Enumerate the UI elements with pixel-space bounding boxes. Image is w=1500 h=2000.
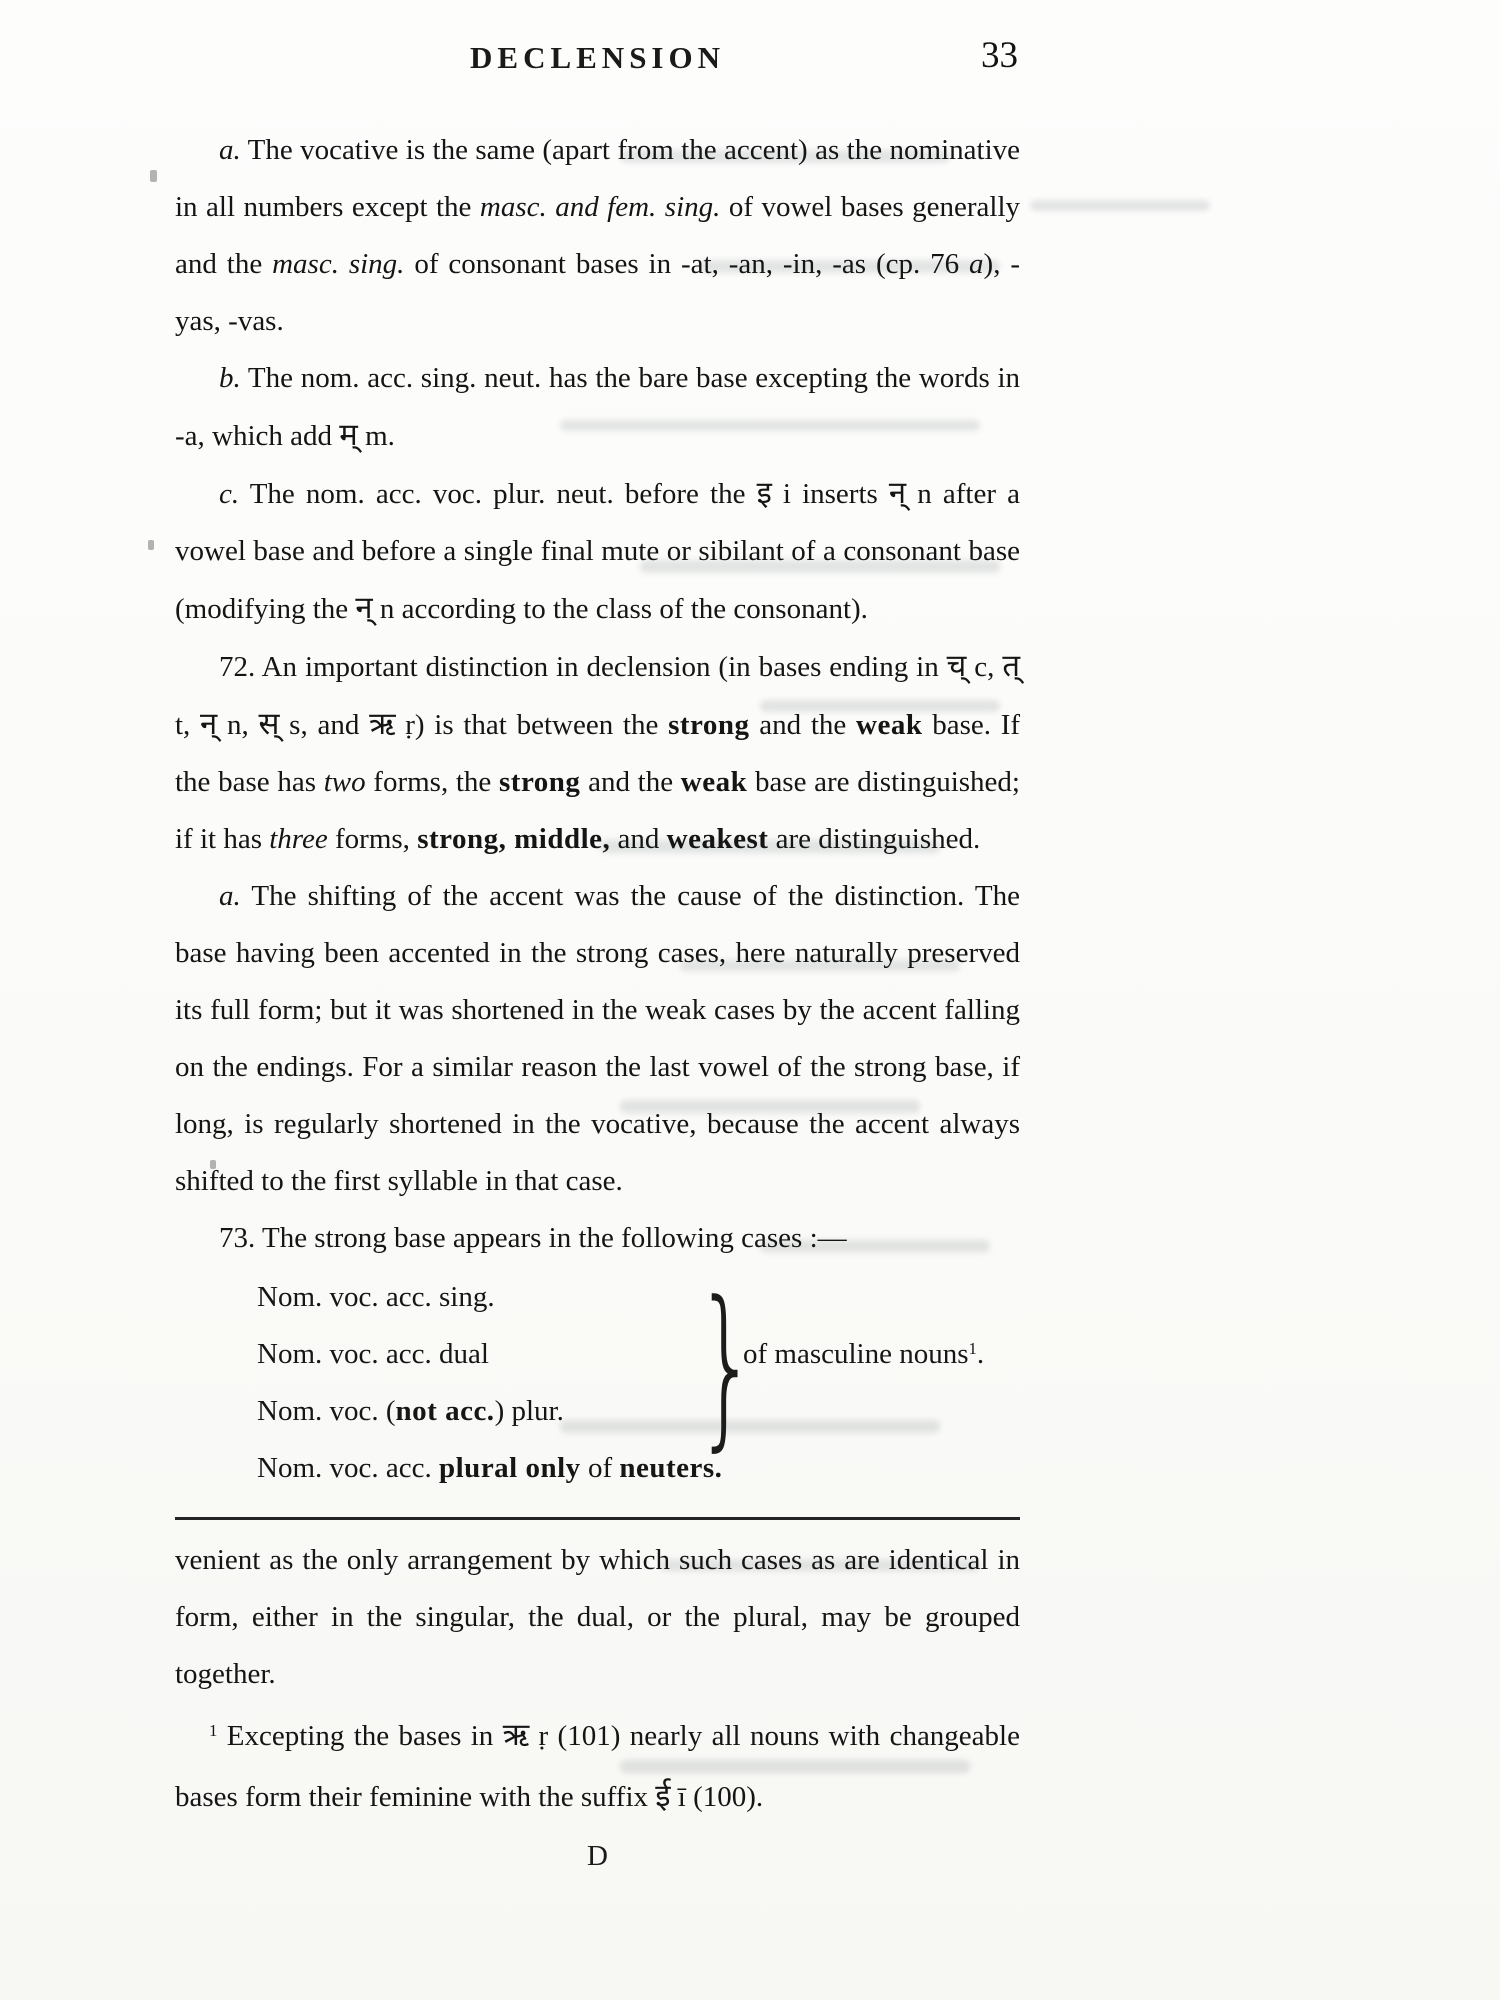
text-run: strong (499, 766, 581, 798)
text-run: weak (680, 766, 748, 798)
text-run: strong (668, 709, 750, 741)
scan-speck (148, 540, 154, 550)
text-run: plural only (439, 1452, 581, 1484)
cases-group-label (743, 1326, 984, 1386)
text-run: masc. and fem. sing. (479, 191, 721, 223)
text-run: ṛ) is that between the (395, 709, 669, 741)
footnote-rule (175, 1517, 1020, 1520)
text-run: a (969, 248, 984, 280)
text-run: 1 (209, 1720, 218, 1740)
text-run: venient as the only arrangement by which such cases as are identical in form, either in the singular, the dual, or the plural, may be grouped together. (175, 1544, 1020, 1690)
text-run: . (976, 1338, 985, 1370)
grouping-brace: } (695, 1265, 758, 1468)
text-run: c, (966, 651, 1003, 683)
text-run: three (269, 823, 328, 855)
text-run: and (610, 823, 667, 855)
text-run: not acc. (395, 1395, 495, 1427)
neuter-plural-note-c (175, 465, 1020, 638)
text-run: Nom. voc. acc. dual (257, 1338, 489, 1370)
text-run: ī (100). (670, 1781, 764, 1813)
text-run: ) plur. (494, 1395, 564, 1427)
devanagari-char: म् (339, 417, 358, 453)
case-line-plur (257, 1383, 1020, 1440)
text-run: 73. The strong base appears in the following cases :— (219, 1222, 847, 1254)
text-column (175, 34, 1020, 1873)
text-run: masc. sing. (272, 248, 405, 280)
text-run: of (580, 1452, 620, 1484)
text-run: weakest (666, 823, 769, 855)
text-run: base. If the base has (175, 709, 1021, 798)
text-run: and the (580, 766, 681, 798)
devanagari-char: ई (655, 1778, 671, 1814)
text-run: The nom. acc. sing. neut. has the bare base excepting the words in -a, which add (175, 362, 1020, 452)
devanagari-char: न् (355, 590, 373, 626)
text-run: are distinguished. (768, 823, 981, 855)
case-line-neuters (257, 1440, 1020, 1497)
section-73-intro (175, 1210, 1020, 1267)
continuation-paragraph (175, 1532, 1020, 1703)
text-run: two (323, 766, 366, 798)
text-run: forms, the (365, 766, 499, 798)
bleedthrough-artifact (1030, 200, 1210, 211)
text-run: n, (217, 709, 259, 741)
neuter-singular-note-b (175, 350, 1020, 465)
text-run: a. (219, 880, 241, 912)
text-run: strong, middle, (417, 823, 611, 855)
text-run: i inserts (771, 478, 889, 510)
text-run: The shifting of the accent was the cause of the distinction. The base having been accented in the strong cases, here naturally preserved its full form; but it was shortened in the weak cases by the accent falling on the endings. For a similar reason the last vowel of the strong base, if long, is regularly shortened in the vocative, because the accent always shifted to the first syllable in that case. (175, 880, 1020, 1197)
devanagari-char: च् (946, 648, 967, 684)
signature-mark: D (587, 1840, 608, 1872)
text-run: The vocative is the same (apart from the accent) as the nominative in all numbers except the (175, 134, 1020, 223)
text-run: neuters. (619, 1452, 723, 1484)
text-run: b. (219, 362, 241, 394)
text-run: of consonant bases in -at, -an, -in, -as (cp. 76 (404, 248, 970, 280)
vocative-note-a (175, 122, 1020, 350)
page-number: 33 (981, 35, 1018, 76)
text-run: s, and (279, 709, 370, 741)
text-run: and the (749, 709, 857, 741)
accent-shift-note-a (175, 868, 1020, 1210)
text-run: n according to the class of the consonant). (372, 593, 868, 625)
scan-speck (150, 170, 157, 182)
text-run: ), -yas, -vas. (175, 248, 1020, 337)
text-run: The nom. acc. voc. plur. neut. before the (239, 478, 757, 510)
text-run: Excepting the bases in (217, 1720, 503, 1752)
text-run: n after a vowel base and before a single final mute or sibilant of a consonant base (modifying the (175, 478, 1020, 625)
text-run: m. (357, 420, 395, 452)
text-run: 1 (968, 1338, 977, 1358)
section-72-strong-weak (175, 638, 1020, 868)
devanagari-char: न् (200, 706, 218, 742)
devanagari-char: न् (888, 475, 907, 511)
page-title: DECLENSION (470, 40, 725, 75)
text-run: 72. An important distinction in declension (in bases ending in (219, 651, 947, 683)
devanagari-char: त् (1002, 648, 1020, 684)
text-run: Nom. voc. acc. (257, 1452, 439, 1484)
paragraphs-container (175, 122, 1020, 1267)
text-run: t, (175, 709, 201, 741)
text-run: a. (219, 134, 241, 166)
page-header (175, 34, 1020, 98)
text-run: Nom. voc. acc. sing. (257, 1281, 495, 1313)
case-line-sing (257, 1269, 1020, 1326)
devanagari-char: इ (756, 475, 772, 511)
devanagari-char: स् (258, 706, 280, 742)
text-run: forms, (327, 823, 418, 855)
text-run: base are distinguished; if it has (175, 766, 1020, 855)
devanagari-char: ऋ (502, 1717, 530, 1753)
text-run: ṛ (101) nearly all nouns with changeable bases form their feminine with the suffix (175, 1720, 1020, 1813)
devanagari-char: ऋ (369, 706, 396, 742)
footnote-1 (175, 1707, 1020, 1826)
text-run: weak (856, 709, 923, 741)
text-run: of vowel bases generally and the (175, 191, 1020, 280)
text-run: of masculine nouns (743, 1338, 969, 1370)
text-run: c. (219, 478, 240, 510)
text-run: Nom. voc. ( (257, 1395, 396, 1427)
